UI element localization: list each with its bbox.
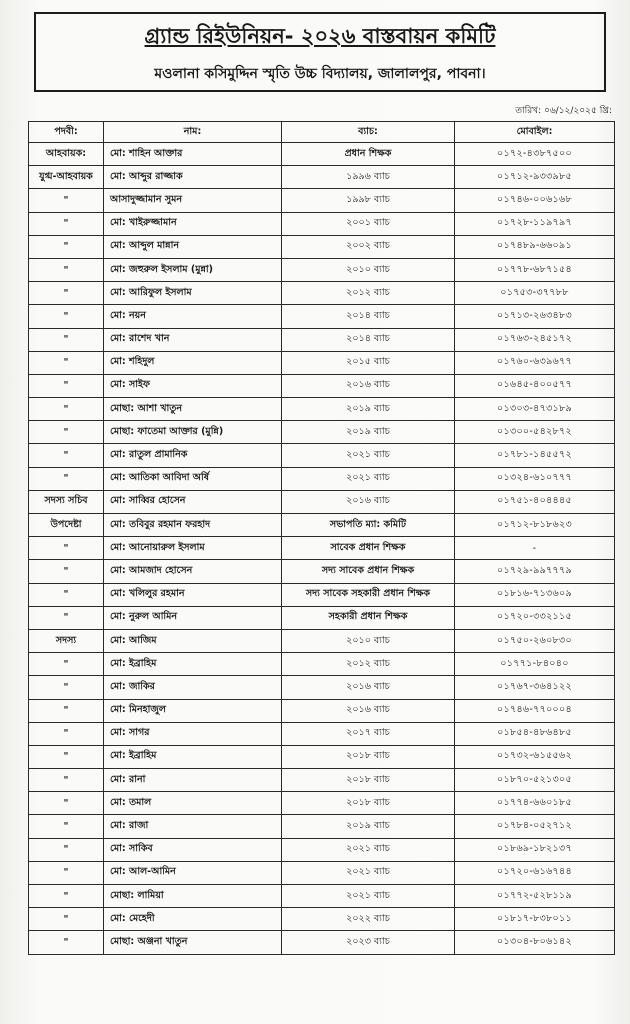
table-row	[29, 676, 615, 699]
position-cell: আহবায়ক:	[29, 143, 104, 166]
name-cell: মো: রানা	[104, 769, 282, 792]
position-cell: "	[29, 374, 104, 397]
mobile-cell: ০১৭৪৬-০০৬১৬৮	[455, 189, 615, 212]
position-cell: "	[29, 305, 104, 328]
position-cell: "	[29, 885, 104, 908]
table-row	[29, 583, 615, 606]
batch-cell: ২০২১ ব্যাচ	[282, 861, 455, 884]
batch-cell: সভাপতি ম্যা: কমিটি	[282, 514, 455, 537]
name-cell: মো: নয়ন	[104, 305, 282, 328]
table-row	[29, 838, 615, 861]
mobile-cell: ০১৭৪৮৯-৬৬০৯১	[455, 235, 615, 258]
batch-cell: ২০২১ ব্যাচ	[282, 885, 455, 908]
mobile-cell: ০১৭৪৬-৭৭০০০৪	[455, 699, 615, 722]
batch-cell: ২০১৬ ব্যাচ	[282, 490, 455, 513]
table-row	[29, 235, 615, 258]
name-cell: মো: শাহিন আক্তার	[104, 143, 282, 166]
table-row	[29, 815, 615, 838]
name-cell: মো: আমজাদ হোসেন	[104, 560, 282, 583]
mobile-cell: ০১৭৮১-১৪৫৫৭২	[455, 444, 615, 467]
batch-cell: ২০১৬ ব্যাচ	[282, 676, 455, 699]
name-cell: মো: সাগর	[104, 722, 282, 745]
batch-cell: সদ্য সাবেক সহকারী প্রধান শিক্ষক	[282, 583, 455, 606]
mobile-cell: ০১৮৫৪-৪৮৬৪৮৫	[455, 722, 615, 745]
batch-cell: ২০১৮ ব্যাচ	[282, 745, 455, 768]
mobile-cell: ০১৭৭৮-৬৮৭১৫৪	[455, 258, 615, 281]
position-cell: যুগ্ম-আহবায়ক	[29, 166, 104, 189]
batch-cell: ১৯৯৮ ব্যাচ	[282, 189, 455, 212]
batch-cell: ২০১০ ব্যাচ	[282, 258, 455, 281]
position-cell: "	[29, 258, 104, 281]
batch-cell: প্রধান শিক্ষক	[282, 143, 455, 166]
name-cell: মো: তবিবুর রহমান ফরহাদ	[104, 514, 282, 537]
name-cell: মোছা: লামিয়া	[104, 885, 282, 908]
position-cell: "	[29, 583, 104, 606]
name-cell: মো: খলিলুর রহমান	[104, 583, 282, 606]
table-row	[29, 374, 615, 397]
batch-cell: ২০১৭ ব্যাচ	[282, 722, 455, 745]
column-header-batch: ব্যাচ:	[282, 122, 455, 143]
batch-cell: ২০২১ ব্যাচ	[282, 444, 455, 467]
table-row	[29, 769, 615, 792]
table-row	[29, 653, 615, 676]
position-cell: "	[29, 560, 104, 583]
position-cell: "	[29, 282, 104, 305]
mobile-cell: ০১৭৬০-৬৩৯৬৭৭	[455, 351, 615, 374]
batch-cell: ২০২২ ব্যাচ	[282, 908, 455, 931]
mobile-cell: ০১৭২-৪৩৮৭৫০০	[455, 143, 615, 166]
table-row	[29, 212, 615, 235]
mobile-cell: ০১৭৩২-৬১৫৫৬২	[455, 745, 615, 768]
name-cell: মো: নুরুল আমিন	[104, 606, 282, 629]
mobile-cell: ০১৭৭৪-৬৬০১৮৫	[455, 792, 615, 815]
name-cell: মোছা: অঞ্জনা খাতুন	[104, 931, 282, 954]
batch-cell: ২০১৮ ব্যাচ	[282, 792, 455, 815]
table-row	[29, 258, 615, 281]
batch-cell: ২০১২ ব্যাচ	[282, 282, 455, 305]
table-row	[29, 143, 615, 166]
batch-cell: ২০১৯ ব্যাচ	[282, 815, 455, 838]
mobile-cell: ০১৭৬৩-২৪৫১৭২	[455, 328, 615, 351]
position-cell: "	[29, 351, 104, 374]
table-row	[29, 537, 615, 560]
table-row	[29, 467, 615, 490]
table-body	[29, 143, 615, 955]
name-cell: মোছা: আশা খাতুন	[104, 398, 282, 421]
column-header-position: পদবী:	[29, 122, 104, 143]
column-header-mobile: মোবাইল:	[455, 122, 615, 143]
position-cell: "	[29, 931, 104, 954]
mobile-cell: ০১৮৭০-৫২১৩০৫	[455, 769, 615, 792]
name-cell: মো: রাজা	[104, 815, 282, 838]
mobile-cell: ০১৭৫০-২৬০৮৩০	[455, 629, 615, 652]
name-cell: মো: আতিকা আবিদা অর্ষি	[104, 467, 282, 490]
school-name: মওলানা কসিমুদ্দিন স্মৃতি উচ্চ বিদ্যালয়, জালালপুর, পাবনা।	[154, 66, 486, 82]
position-cell: "	[29, 838, 104, 861]
name-cell: মো: সাকিব	[104, 838, 282, 861]
name-cell: মো: শহিদুল	[104, 351, 282, 374]
mobile-cell: ০১৮৬৯-১৮২১৩৭	[455, 838, 615, 861]
batch-cell: ২০১৯ ব্যাচ	[282, 398, 455, 421]
position-cell: "	[29, 606, 104, 629]
mobile-cell: ০১৩২৪-৬১০৭৭৭	[455, 467, 615, 490]
name-cell: মো: ইব্রাহিম	[104, 745, 282, 768]
batch-cell: ২০০২ ব্যাচ	[282, 235, 455, 258]
name-cell: মোছা: ফাতেমা আক্তার (মুন্নি)	[104, 421, 282, 444]
table-row	[29, 792, 615, 815]
table-row	[29, 885, 615, 908]
name-cell: মো: সাইফ	[104, 374, 282, 397]
position-cell: "	[29, 467, 104, 490]
table-row	[29, 398, 615, 421]
position-cell: "	[29, 212, 104, 235]
position-cell: "	[29, 444, 104, 467]
batch-cell: ২০১৫ ব্যাচ	[282, 351, 455, 374]
mobile-cell: ০১৭১২-৮১৮৬২৩	[455, 514, 615, 537]
mobile-cell: ০১৩০৪-৮০৬১৪২	[455, 931, 615, 954]
position-cell: "	[29, 328, 104, 351]
name-cell: মো: জাকির	[104, 676, 282, 699]
committee-table	[28, 121, 615, 955]
title-box	[34, 12, 606, 92]
position-cell: "	[29, 908, 104, 931]
position-cell: "	[29, 699, 104, 722]
position-cell: "	[29, 792, 104, 815]
table-row	[29, 421, 615, 444]
batch-cell: সাবেক প্রধান শিক্ষক	[282, 537, 455, 560]
mobile-cell: ০১৭২০-৬১৬৭৪৪	[455, 861, 615, 884]
position-cell: "	[29, 769, 104, 792]
mobile-cell: ০১৭২৯-৯৯৭৭৭৯	[455, 560, 615, 583]
batch-cell: সহকারী প্রধান শিক্ষক	[282, 606, 455, 629]
document-date: তারিখ: ০৬/১২/২০২৫ খ্রি:	[515, 106, 612, 116]
table-row	[29, 745, 615, 768]
page-title: গ্র্যান্ড রিইউনিয়ন- ২০২৬ বাস্তবায়ন কমিটি	[144, 24, 496, 48]
name-cell: মো: আরিফুল ইসলাম	[104, 282, 282, 305]
position-cell: "	[29, 653, 104, 676]
name-cell: মো: সাব্বির হোসেন	[104, 490, 282, 513]
mobile-cell: ০১৭১৩-২৬৩৪৮৩	[455, 305, 615, 328]
position-cell: উপদেষ্টা	[29, 514, 104, 537]
mobile-cell: ০১৭২৮-১১৯৭৯৭	[455, 212, 615, 235]
batch-cell: ২০১৬ ব্যাচ	[282, 374, 455, 397]
name-cell: মো: আব্দুর রাজ্জাক	[104, 166, 282, 189]
name-cell: মো: আব্দুল মান্নান	[104, 235, 282, 258]
position-cell: "	[29, 745, 104, 768]
name-cell: মো: তমাল	[104, 792, 282, 815]
table-row	[29, 908, 615, 931]
table-header-row	[29, 122, 615, 143]
batch-cell: ২০২১ ব্যাচ	[282, 467, 455, 490]
batch-cell: ২০১২ ব্যাচ	[282, 653, 455, 676]
name-cell: মো: রাতুল প্রামানিক	[104, 444, 282, 467]
position-cell: "	[29, 815, 104, 838]
mobile-cell: ০১৭৭২-৫২৮১১৯	[455, 885, 615, 908]
position-cell: "	[29, 189, 104, 212]
mobile-cell: ০১৭২০-৩৩২১১৫	[455, 606, 615, 629]
batch-cell: ২০১৯ ব্যাচ	[282, 421, 455, 444]
name-cell: মো: জহুরুল ইসলাম (মুন্না)	[104, 258, 282, 281]
table-row	[29, 514, 615, 537]
table-row	[29, 560, 615, 583]
mobile-cell: ০১৮১৭-৮৩৮০১১	[455, 908, 615, 931]
position-cell: সদস্য সচিব	[29, 490, 104, 513]
batch-cell: সদ্য সাবেক প্রধান শিক্ষক	[282, 560, 455, 583]
batch-cell: ২০১৮ ব্যাচ	[282, 769, 455, 792]
position-cell: "	[29, 537, 104, 560]
table-row	[29, 305, 615, 328]
column-header-name: নাম:	[104, 122, 282, 143]
name-cell: মো: রাশেদ খান	[104, 328, 282, 351]
table-row	[29, 351, 615, 374]
mobile-cell: ০১৭৭১-৮৪০৪০	[455, 653, 615, 676]
mobile-cell: ০১৭৫১-৪০৪৪৪৫	[455, 490, 615, 513]
name-cell: মো: আনোয়ারুল ইসলাম	[104, 537, 282, 560]
batch-cell: ২০০১ ব্যাচ	[282, 212, 455, 235]
table-row	[29, 166, 615, 189]
table-row	[29, 722, 615, 745]
table-row	[29, 931, 615, 954]
table-row	[29, 861, 615, 884]
table-row	[29, 444, 615, 467]
mobile-cell: ০১৩০৩-৪৭৩১৮৯	[455, 398, 615, 421]
name-cell: মো: আল-আমিন	[104, 861, 282, 884]
mobile-cell: ০১৭১২-৯৩৩৯৮৫	[455, 166, 615, 189]
name-cell: মো: খাইরুজ্জামান	[104, 212, 282, 235]
name-cell: আসাদুজ্জামান সুমন	[104, 189, 282, 212]
name-cell: মো: ইব্রাহিম	[104, 653, 282, 676]
name-cell: মো: মেহেদী	[104, 908, 282, 931]
position-cell: "	[29, 235, 104, 258]
mobile-cell: ০১৭৫৩-৩৭৭৮৮	[455, 282, 615, 305]
position-cell: "	[29, 861, 104, 884]
batch-cell: ২০১৪ ব্যাচ	[282, 305, 455, 328]
mobile-cell: -	[455, 537, 615, 560]
name-cell: মো: আজিম	[104, 629, 282, 652]
batch-cell: ২০১৪ ব্যাচ	[282, 328, 455, 351]
mobile-cell: ০১৭৮৪-০৫২৭১২	[455, 815, 615, 838]
position-cell: "	[29, 398, 104, 421]
table-row	[29, 189, 615, 212]
table-row	[29, 490, 615, 513]
table-row	[29, 629, 615, 652]
batch-cell: ২০১৬ ব্যাচ	[282, 699, 455, 722]
position-cell: "	[29, 676, 104, 699]
table-row	[29, 606, 615, 629]
mobile-cell: ০১৮১৬-৭১৩৬০৯	[455, 583, 615, 606]
position-cell: "	[29, 421, 104, 444]
position-cell: "	[29, 722, 104, 745]
batch-cell: ২০১০ ব্যাচ	[282, 629, 455, 652]
table-row	[29, 699, 615, 722]
batch-cell: ২০২১ ব্যাচ	[282, 838, 455, 861]
table-row	[29, 328, 615, 351]
mobile-cell: ০১৬৪৫-৪০০৫৭৭	[455, 374, 615, 397]
mobile-cell: ০১৭৬৭-৩৬৪১২২	[455, 676, 615, 699]
batch-cell: ২০২৩ ব্যাচ	[282, 931, 455, 954]
table-row	[29, 282, 615, 305]
position-cell: সদস্য	[29, 629, 104, 652]
name-cell: মো: মিনহাজুল	[104, 699, 282, 722]
batch-cell: ১৯৯৬ ব্যাচ	[282, 166, 455, 189]
mobile-cell: ০১৩০০-৫৪২৮৭২	[455, 421, 615, 444]
